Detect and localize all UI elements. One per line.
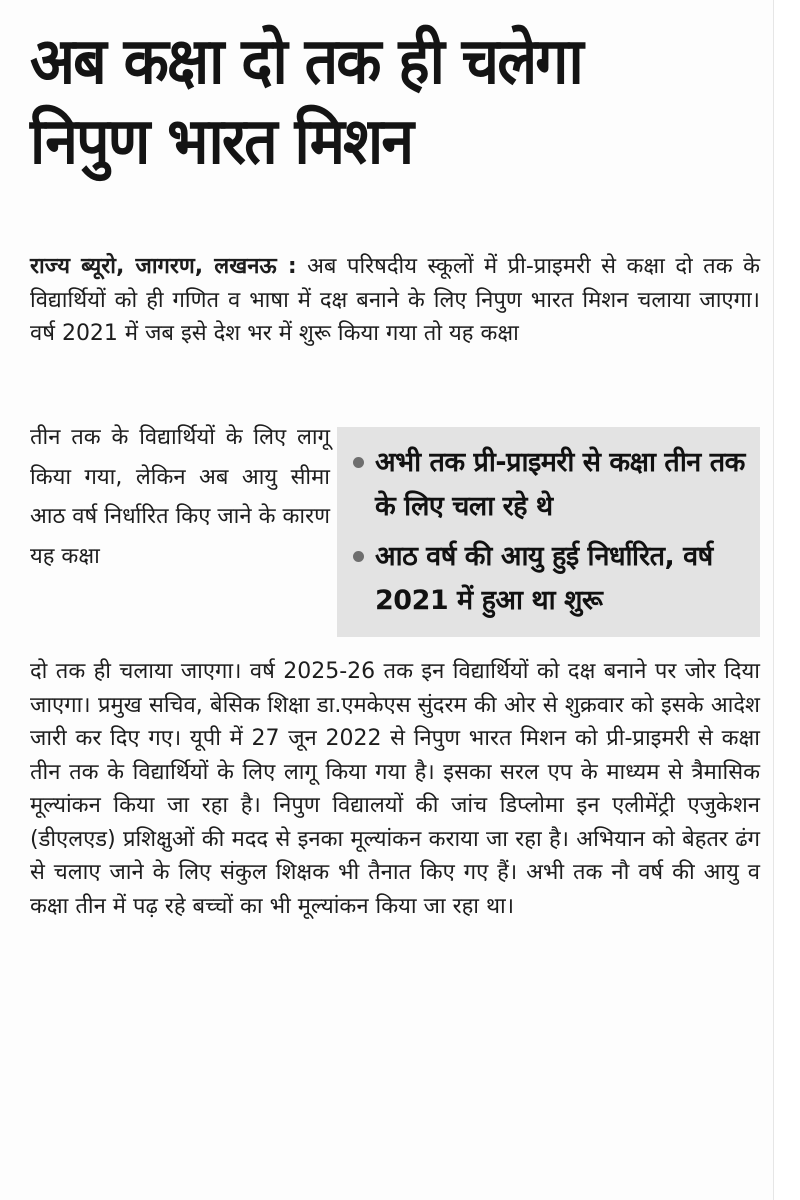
lead-text: अब परिषदीय स्कूलों में प्री-प्राइमरी से कक्षा दो तक के विद्यार्थियों को ही गणित व भाषा में दक्ष बनाने के लिए निपुण भारत मिशन चलाया जाएगा। वर्ष 2021 में जब इसे देश भर में शुरू किया गया तो यह कक्षा [30, 254, 760, 346]
bullet-icon [353, 551, 364, 562]
article-continuation: दो तक ही चलाया जाएगा। वर्ष 2025-26 तक इन विद्यार्थियों को दक्ष बनाने पर जोर दिया जाएगा। प्रमुख सचिव, बेसिक शिक्षा डा.एमकेएस सुंदरम की ओर से शुक्रवार को इसके आदेश जारी कर दिए गए। यूपी में 27 जून 2022 से निपुण भारत मिशन को प्री-प्राइमरी से कक्षा तीन तक के विद्यार्थियों के लिए लागू किया गया है। इसका सरल एप के माध्यम से त्रैमासिक मूल्यांकन किया जा रहा है। निपुण विद्यालयों की जांच डिप्लोमा इन एलीमेंट्री एजुकेशन (डीएलएड) प्रशिक्षुओं की मदद से इनका मूल्यांकन कराया जा रहा है। अभियान को बेहतर ढंग से चलाए जाने के लिए संकुल शिक्षक भी तैनात किए गए हैं। अभी तक नौ वर्ष की आयु व कक्षा तीन में पढ़ रहे बच्चों का भी मूल्यांकन किया जा रहा था। [30, 659, 760, 919]
highlight-item [349, 441, 750, 529]
article-wrap-column: तीन तक के विद्यार्थियों के लिए लागू किया गया, लेकिन अब आयु सीमा आठ वर्ष निर्धारित किए जाने के कारण यह कक्षा [30, 425, 330, 569]
highlight-box [337, 427, 760, 637]
headline-line-2: निपुण भारत मिशन [30, 105, 413, 179]
highlight-text: अभी तक प्री-प्राइमरी से कक्षा तीन तक के लिए चला रहे थे [375, 447, 745, 522]
dateline: राज्य ब्यूरो, जागरण, लखनऊ : [30, 254, 297, 279]
highlight-text: आठ वर्ष की आयु हुई निर्धारित, वर्ष 2021 में हुआ था शुरू [375, 541, 713, 616]
page-edge [773, 0, 800, 1200]
highlight-item [349, 535, 750, 623]
headline [30, 22, 702, 182]
headline-line-1: अब कक्षा दो तक ही चलेगा [30, 25, 582, 99]
article-lead [30, 250, 760, 351]
bullet-icon [353, 457, 364, 468]
